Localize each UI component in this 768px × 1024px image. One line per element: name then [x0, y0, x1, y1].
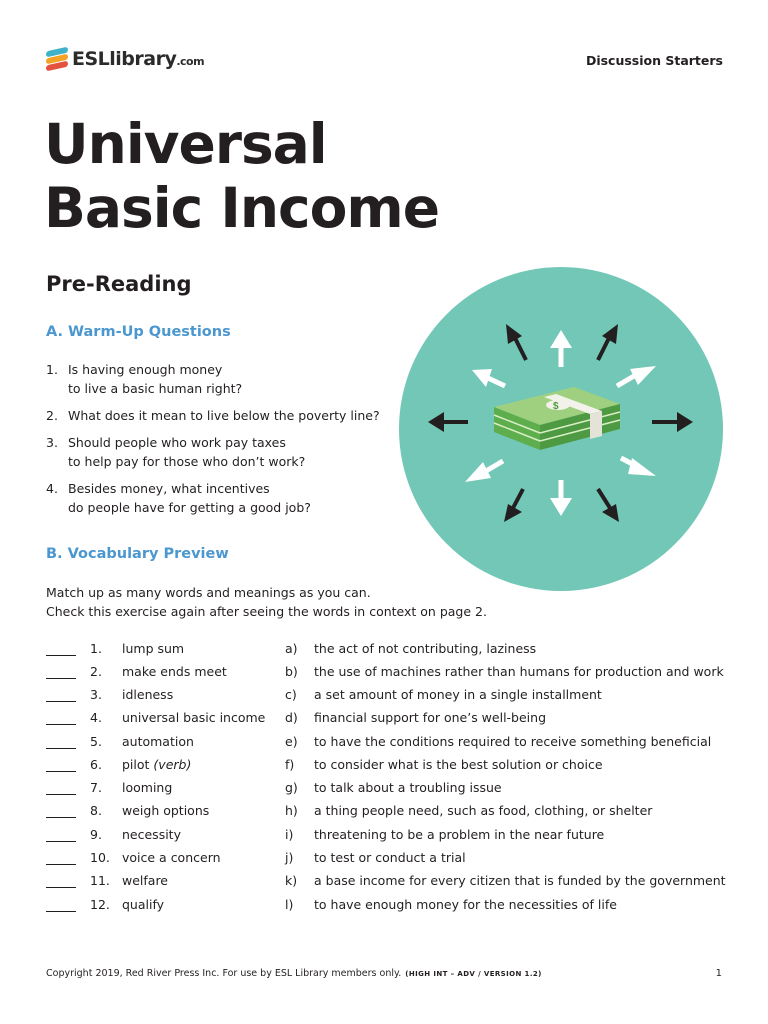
vocab-heading: B. Vocabulary Preview [46, 546, 229, 562]
footer-copyright: Copyright 2019, Red River Press Inc. For use by ESL Library members only. (HIGH INT – ADV / VERSION 1.2) [46, 968, 542, 979]
warmup-heading: A. Warm-Up Questions [46, 324, 231, 340]
answer-blank[interactable] [46, 655, 76, 656]
answer-blank[interactable] [46, 911, 76, 912]
answer-blank[interactable] [46, 887, 76, 888]
page-number: 1 [715, 968, 722, 979]
vocab-row: 7. looming g) to talk about a troubling issue [46, 780, 726, 800]
answer-blank[interactable] [46, 771, 76, 772]
answer-blank[interactable] [46, 841, 76, 842]
answer-blank[interactable] [46, 724, 76, 725]
vocab-row: 12. qualify l) to have enough money for the necessities of life [46, 897, 726, 917]
money-illustration [398, 266, 724, 592]
money-circle-icon [398, 266, 724, 592]
pre-reading-heading: Pre-Reading [46, 272, 192, 296]
answer-blank[interactable] [46, 817, 76, 818]
vocab-row: 11. welfare k) a base income for every citizen that is funded by the government [46, 873, 726, 893]
vocab-row: 4. universal basic income d) financial support for one’s well-being [46, 710, 726, 730]
page-title [44, 112, 439, 240]
section-label: Discussion Starters [585, 53, 723, 68]
answer-blank[interactable] [46, 701, 76, 702]
answer-blank[interactable] [46, 748, 76, 749]
vocab-row: 6. pilot (verb) f) to consider what is the best solution or choice [46, 757, 726, 777]
logo-mark-icon [46, 48, 68, 70]
vocab-row: 2. make ends meet b) the use of machines rather than humans for production and work [46, 664, 726, 684]
title-line-2: Basic Income [44, 176, 439, 240]
title-line-1: Universal [44, 112, 327, 176]
vocab-row: 9. necessity i) threatening to be a problem in the near future [46, 827, 726, 847]
answer-blank[interactable] [46, 864, 76, 865]
vocab-row: 5. automation e) to have the conditions required to receive something beneficial [46, 734, 726, 754]
answer-blank[interactable] [46, 678, 76, 679]
vocab-row: 3. idleness c) a set amount of money in a single installment [46, 687, 726, 707]
logo-text: ESLlibrary.com [72, 48, 205, 70]
answer-blank[interactable] [46, 794, 76, 795]
vocab-instructions: Match up as many words and meanings as you can. Check this exercise again after seeing the words in context on page 2. [46, 585, 487, 619]
vocab-row: 1. lump sum a) the act of not contributing, laziness [46, 641, 726, 661]
vocab-row: 8. weigh options h) a thing people need, such as food, clothing, or shelter [46, 803, 726, 823]
vocab-row: 10. voice a concern j) to test or conduct a trial [46, 850, 726, 870]
esl-library-logo [46, 46, 204, 72]
svg-text:$: $ [553, 401, 559, 412]
